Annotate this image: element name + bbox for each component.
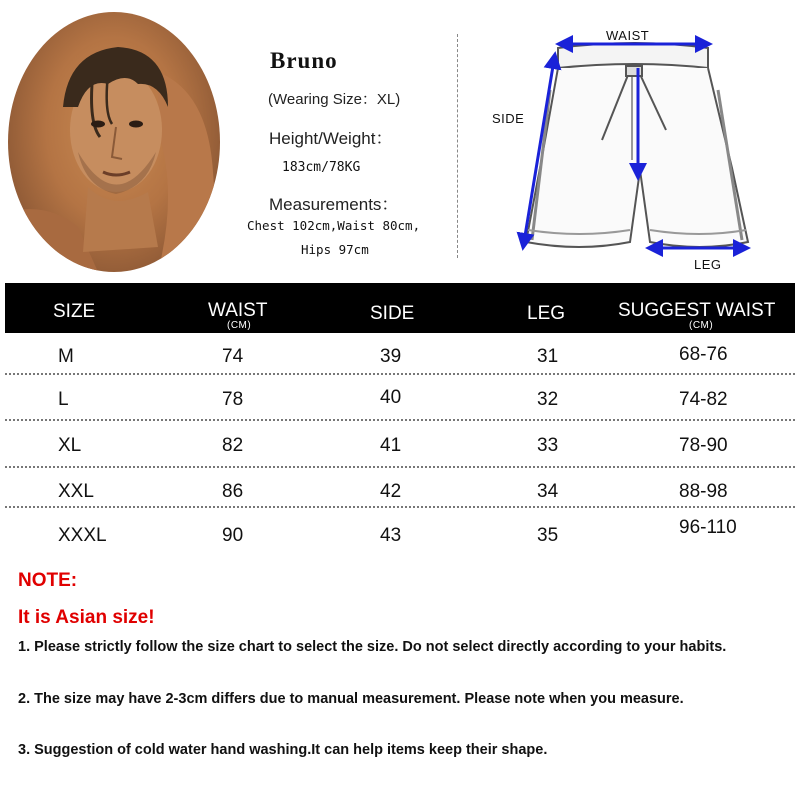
header-size: SIZE [53, 301, 96, 322]
row-divider [5, 466, 795, 468]
shorts-diagram [480, 20, 780, 276]
cell-size: XXXL [58, 525, 107, 546]
table-row [0, 517, 800, 565]
height-weight-value: 183cm/78KG [282, 160, 361, 175]
cell-size: L [58, 389, 69, 410]
measurements-label: Measurements： [269, 195, 399, 214]
cell-waist: 86 [222, 481, 244, 502]
cell-side: 41 [380, 435, 402, 456]
size-table-header [5, 283, 795, 333]
measurements-line-2: Hips 97cm [301, 242, 369, 257]
leg-diagram-label: LEG [694, 257, 722, 272]
table-row [0, 389, 800, 429]
waist-diagram-label: WAIST [606, 28, 650, 43]
cell-leg: 35 [537, 525, 559, 546]
measurements-line-1: Chest 102cm,Waist 80cm, [247, 218, 421, 233]
cell-side: 39 [380, 346, 402, 367]
cell-leg: 31 [537, 346, 559, 367]
section-divider [457, 34, 458, 258]
cell-suggest: 68-76 [679, 344, 728, 365]
cell-leg: 34 [537, 481, 559, 502]
wearing-size: (Wearing Size：XL) [268, 91, 401, 108]
table-row [0, 346, 800, 386]
header-side: SIDE [370, 303, 415, 324]
header-suggest-waist: SUGGEST WAIST [618, 300, 776, 321]
model-photo [8, 12, 220, 272]
note-item-3: 3. Suggestion of cold water hand washing.It can help items keep their shape. [18, 742, 548, 758]
table-row [0, 435, 800, 475]
note-item-2: 2. The size may have 2-3cm differs due to manual measurement. Please note when you measure. [18, 691, 684, 707]
cell-suggest: 74-82 [679, 389, 728, 410]
header-waist-unit: (CM) [227, 320, 252, 331]
row-divider [5, 419, 795, 421]
cell-waist: 90 [222, 525, 244, 546]
cell-leg: 33 [537, 435, 559, 456]
cell-suggest: 88-98 [679, 481, 728, 502]
cell-side: 43 [380, 525, 402, 546]
cell-waist: 74 [222, 346, 244, 367]
cell-waist: 82 [222, 435, 244, 456]
table-row [0, 481, 800, 521]
asian-size-warning: It is Asian size! [18, 607, 155, 628]
cell-suggest: 96-110 [679, 517, 737, 538]
note-title: NOTE: [18, 570, 78, 591]
row-divider [5, 373, 795, 375]
note-item-1: 1. Please strictly follow the size chart to select the size. Do not select directly according to your habits. [18, 639, 727, 655]
cell-waist: 78 [222, 389, 244, 410]
model-name: Bruno [270, 48, 338, 73]
cell-side: 42 [380, 481, 402, 502]
cell-size: M [58, 346, 74, 367]
model-face-illustration [8, 12, 220, 272]
header-waist: WAIST [208, 300, 268, 321]
side-diagram-label: SIDE [492, 111, 525, 126]
header-leg: LEG [527, 303, 566, 324]
cell-size: XXL [58, 481, 94, 502]
header-suggest-unit: (CM) [689, 320, 714, 331]
cell-suggest: 78-90 [679, 435, 728, 456]
cell-leg: 32 [537, 389, 559, 410]
cell-side: 40 [380, 387, 402, 408]
height-weight-label: Height/Weight： [269, 129, 393, 148]
cell-size: XL [58, 435, 82, 456]
row-divider [5, 506, 795, 508]
